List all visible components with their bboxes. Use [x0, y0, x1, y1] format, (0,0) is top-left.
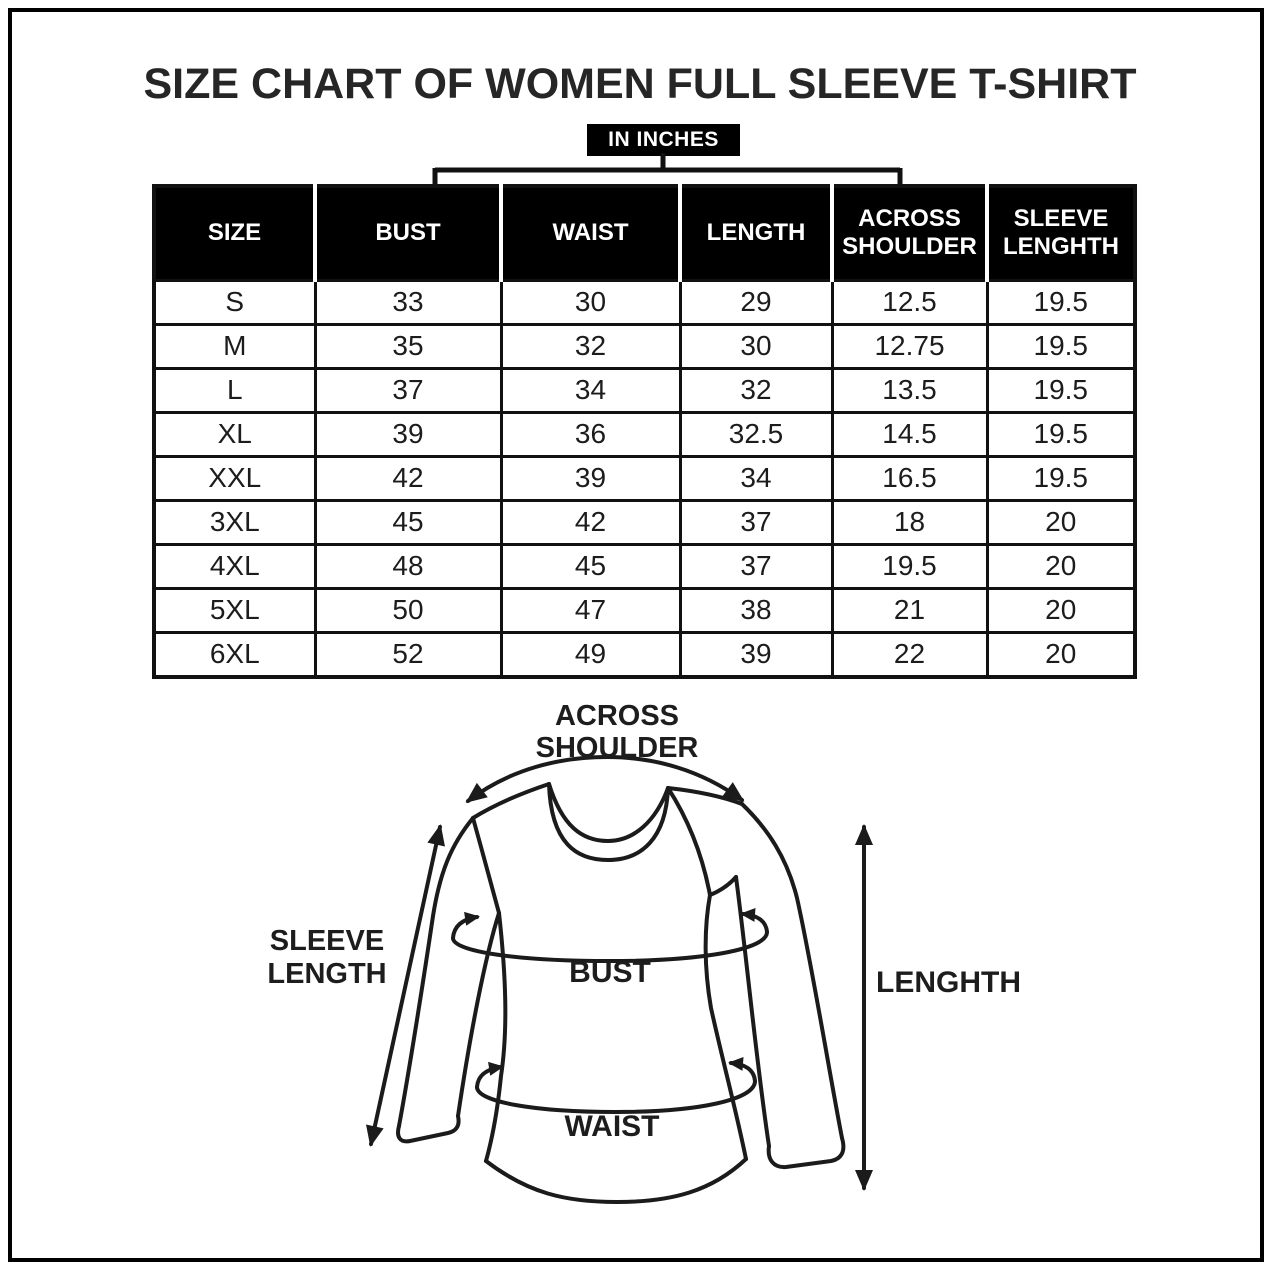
table-row — [154, 500, 1135, 544]
table-cell: 19.5 — [987, 324, 1135, 368]
table-cell: 32 — [501, 324, 680, 368]
table-row — [154, 632, 1135, 677]
column-header: SIZE — [154, 186, 315, 280]
table-row — [154, 456, 1135, 500]
table-cell: 5XL — [154, 588, 315, 632]
length-label: LENGHTH — [876, 966, 1021, 999]
table-cell: 13.5 — [832, 368, 987, 412]
table-cell: 38 — [680, 588, 832, 632]
table-cell: 6XL — [154, 632, 315, 677]
table-cell: 39 — [680, 632, 832, 677]
bust-label: BUST — [569, 956, 651, 989]
table-cell: 52 — [315, 632, 501, 677]
table-cell: 3XL — [154, 500, 315, 544]
table-cell: 22 — [832, 632, 987, 677]
table-cell: 36 — [501, 412, 680, 456]
size-table — [152, 184, 1137, 679]
unit-bracket — [435, 153, 900, 186]
across-shoulder-label — [512, 700, 722, 764]
table-cell: 19.5 — [987, 280, 1135, 324]
unit-label-badge: IN INCHES — [587, 124, 740, 156]
table-cell: L — [154, 368, 315, 412]
table-cell: 42 — [501, 500, 680, 544]
column-header: SLEEVE LENGHTH — [987, 186, 1135, 280]
table-cell: 14.5 — [832, 412, 987, 456]
table-cell: 34 — [680, 456, 832, 500]
table-cell: 29 — [680, 280, 832, 324]
table-cell: 39 — [315, 412, 501, 456]
sleeve-length-label-line2: LENGTH — [267, 958, 387, 990]
sleeve-length-label — [256, 925, 398, 991]
table-cell: 37 — [680, 544, 832, 588]
table-cell: 20 — [987, 588, 1135, 632]
table-cell: 12.75 — [832, 324, 987, 368]
table-cell: 39 — [501, 456, 680, 500]
table-row — [154, 588, 1135, 632]
across-shoulder-label-line1: ACROSS — [554, 700, 680, 732]
table-cell: 18 — [832, 500, 987, 544]
waist-ellipse — [477, 1081, 755, 1112]
table-cell: 33 — [315, 280, 501, 324]
table-row — [154, 544, 1135, 588]
table-cell: 20 — [987, 500, 1135, 544]
table-cell: 35 — [315, 324, 501, 368]
table-cell: 12.5 — [832, 280, 987, 324]
table-cell: 34 — [501, 368, 680, 412]
table-cell: 42 — [315, 456, 501, 500]
table-row — [154, 368, 1135, 412]
table-cell: 16.5 — [832, 456, 987, 500]
table-cell: M — [154, 324, 315, 368]
size-table-header — [154, 186, 1135, 280]
table-row — [154, 412, 1135, 456]
column-header: WAIST — [501, 186, 680, 280]
table-cell: 30 — [680, 324, 832, 368]
table-cell: XXL — [154, 456, 315, 500]
table-cell: 19.5 — [987, 368, 1135, 412]
table-cell: 21 — [832, 588, 987, 632]
table-cell: XL — [154, 412, 315, 456]
table-cell: 45 — [501, 544, 680, 588]
table-cell: 49 — [501, 632, 680, 677]
table-cell: 32.5 — [680, 412, 832, 456]
table-cell: 37 — [315, 368, 501, 412]
table-cell: 19.5 — [987, 412, 1135, 456]
column-header: LENGTH — [680, 186, 832, 280]
table-cell: S — [154, 280, 315, 324]
page-title: SIZE CHART OF WOMEN FULL SLEEVE T-SHIRT — [143, 60, 1137, 108]
table-cell: 30 — [501, 280, 680, 324]
table-cell: 20 — [987, 544, 1135, 588]
table-cell: 32 — [680, 368, 832, 412]
table-cell: 20 — [987, 632, 1135, 677]
waist-label: WAIST — [564, 1110, 660, 1143]
column-header: BUST — [315, 186, 501, 280]
column-header: ACROSS SHOULDER — [832, 186, 987, 280]
table-cell: 48 — [315, 544, 501, 588]
table-row — [154, 324, 1135, 368]
table-cell: 47 — [501, 588, 680, 632]
table-cell: 45 — [315, 500, 501, 544]
table-cell: 4XL — [154, 544, 315, 588]
header-row — [154, 186, 1135, 280]
table-cell: 19.5 — [832, 544, 987, 588]
table-cell: 37 — [680, 500, 832, 544]
table-cell: 19.5 — [987, 456, 1135, 500]
across-shoulder-label-line2: SHOULDER — [535, 732, 699, 764]
table-row — [154, 280, 1135, 324]
table-cell: 50 — [315, 588, 501, 632]
sleeve-length-label-line1: SLEEVE — [269, 925, 385, 957]
